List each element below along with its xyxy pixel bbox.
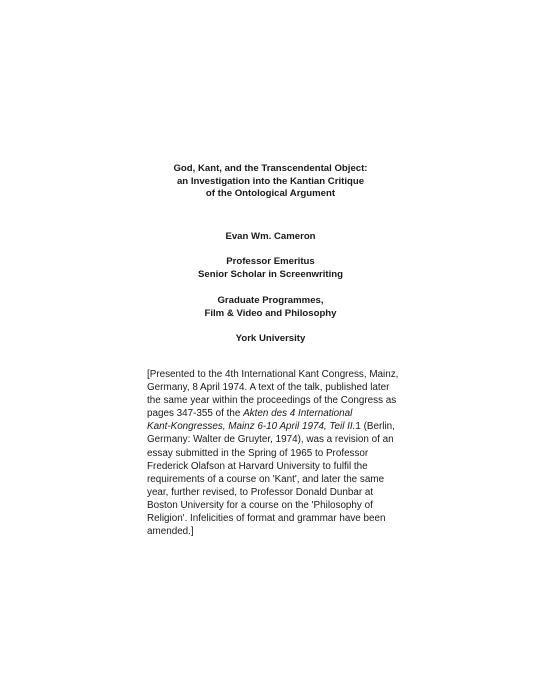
note-line: Religion'. Infelicities of format and grammar have been bbox=[147, 513, 386, 525]
note-line: Boston University for a course on the 'Philosophy of bbox=[147, 499, 373, 511]
note-text: pages 347-355 of the bbox=[147, 408, 244, 420]
title-line-2: an Investigation into the Kantian Critique bbox=[176, 175, 365, 187]
department bbox=[0, 295, 541, 320]
note-text: 1 (Berlin, bbox=[355, 421, 395, 433]
note-line: Germany: Walter de Gruyter, 1974), was a revision of an bbox=[147, 434, 394, 446]
university-name: York University bbox=[235, 333, 306, 344]
note-line: amended.] bbox=[147, 526, 194, 538]
note-line: Frederick Olafson at Harvard University to fulfil the bbox=[147, 460, 368, 472]
note-italic-text: Kant-Kongresses, Mainz 6-10 April 1974, Teil II. bbox=[147, 421, 356, 433]
position-line-1: Professor Emeritus bbox=[226, 256, 315, 267]
title-line-1: God, Kant, and the Transcendental Object: bbox=[173, 163, 368, 174]
note-line: the same year within the proceedings of the Congress as bbox=[147, 395, 397, 407]
author-name: Evan Wm. Cameron bbox=[225, 231, 316, 242]
note-line: essay submitted in the Spring of 1965 to Professor bbox=[147, 447, 369, 459]
document-title bbox=[0, 163, 541, 201]
note-line: Germany, 8 April 1974. A text of the talk, published later bbox=[147, 382, 390, 394]
note-italic-text: Akten des 4 International bbox=[243, 408, 353, 420]
note-line: [Presented to the 4th International Kant Congress, Mainz, bbox=[147, 369, 399, 380]
publication-note bbox=[147, 368, 417, 538]
position-line-2: Senior Scholar in Screenwriting bbox=[197, 268, 343, 280]
author-position bbox=[0, 256, 541, 281]
title-line-3: of the Ontological Argument bbox=[205, 188, 336, 199]
note-line: year, further revised, to Professor Donald Dunbar at bbox=[147, 486, 374, 498]
department-line-2: Film & Video and Philosophy bbox=[204, 307, 337, 319]
note-line: requirements of a course on 'Kant', and later the same bbox=[147, 473, 385, 485]
department-line-1: Graduate Programmes, bbox=[217, 295, 324, 306]
note-line bbox=[147, 420, 417, 433]
note-line bbox=[147, 407, 417, 420]
